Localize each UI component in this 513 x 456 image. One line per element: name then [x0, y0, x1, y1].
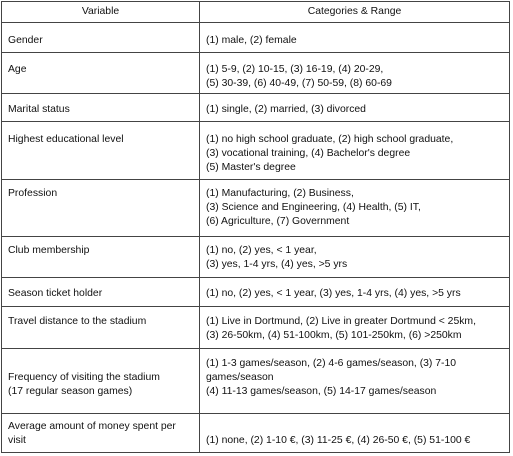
category-line: (3) yes, 1-4 yrs, (4) yes, >5 yrs	[206, 258, 348, 270]
variable-name: Marital status	[8, 103, 70, 115]
category-line: (1) 1-3 games/season, (2) 4-6 games/season, (3) 7-10	[206, 357, 457, 369]
variable-name: Season ticket holder	[8, 287, 103, 299]
variable-name: Gender	[8, 35, 43, 46]
category-line: (1) Manufacturing, (2) Business,	[206, 188, 354, 200]
variable-cell	[2, 180, 200, 237]
variables-table	[1, 1, 510, 453]
category-line: (5) 30-39, (6) 40-49, (7) 50-59, (8) 60-69	[206, 78, 392, 90]
header-variable: Variable	[2, 2, 200, 23]
category-line: games/season	[206, 371, 274, 383]
variable-name: Club membership	[8, 244, 90, 256]
table-row	[2, 93, 510, 121]
category-line: (4) 11-13 games/season, (5) 14-17 games/season	[206, 385, 437, 397]
table-row	[2, 53, 510, 94]
categories-cell	[200, 236, 510, 277]
categories-cell	[200, 122, 510, 180]
category-line: (1) no, (2) yes, < 1 year, (3) yes, 1-4 yrs, (4) yes, >5 yrs	[206, 287, 461, 299]
variable-cell	[2, 236, 200, 277]
table-row	[2, 23, 510, 53]
table-row	[2, 306, 510, 348]
categories-cell	[200, 180, 510, 237]
table-row	[2, 277, 510, 306]
variable-name: Average amount of money spent per	[8, 421, 176, 433]
table-row	[2, 414, 510, 453]
variable-name: Age	[8, 64, 27, 76]
categories-cell	[200, 348, 510, 414]
variable-cell	[2, 348, 200, 414]
variable-cell	[2, 306, 200, 348]
categories-cell	[200, 414, 510, 453]
category-line: (1) male, (2) female	[206, 35, 297, 46]
variable-name: Frequency of visiting the stadium	[8, 371, 160, 383]
category-line: (1) none, (2) 1-10 €, (3) 11-25 €, (4) 26-50 €, (5) 51-100 €	[206, 435, 471, 447]
table-row	[2, 348, 510, 414]
category-line: (3) Science and Engineering, (4) Health, (5) IT,	[206, 202, 421, 214]
categories-cell	[200, 23, 510, 53]
variable-cell	[2, 277, 200, 306]
categories-cell	[200, 277, 510, 306]
category-line: (1) single, (2) married, (3) divorced	[206, 103, 366, 115]
header-categories-range: Categories & Range	[200, 2, 510, 23]
category-line: (1) 5-9, (2) 10-15, (3) 16-19, (4) 20-29,	[206, 64, 384, 76]
table-row	[2, 180, 510, 237]
category-line: (3) 26-50km, (4) 51-100km, (5) 101-250km, (6) >250km	[206, 329, 462, 341]
variable-cell	[2, 122, 200, 180]
variable-name: Profession	[8, 188, 58, 200]
categories-cell	[200, 306, 510, 348]
header-row	[2, 2, 510, 23]
variable-cell	[2, 53, 200, 94]
table-row	[2, 236, 510, 277]
variable-name: visit	[8, 435, 26, 447]
variable-name: Travel distance to the stadium	[8, 315, 147, 327]
category-line: (1) no high school graduate, (2) high school graduate,	[206, 134, 454, 146]
variable-name-note: (17 regular season games)	[8, 385, 133, 397]
variables-table-container	[1, 1, 510, 453]
category-line: (5) Master's degree	[206, 162, 296, 174]
variable-cell	[2, 414, 200, 453]
categories-cell	[200, 53, 510, 94]
table-row	[2, 122, 510, 180]
variable-cell	[2, 23, 200, 53]
variable-name: Highest educational level	[8, 134, 124, 146]
variable-cell	[2, 93, 200, 121]
category-line: (6) Agriculture, (7) Government	[206, 216, 350, 228]
category-line: (3) vocational training, (4) Bachelor's degree	[206, 148, 411, 160]
category-line: (1) Live in Dortmund, (2) Live in greater Dortmund < 25km,	[206, 315, 476, 327]
category-line: (1) no, (2) yes, < 1 year,	[206, 244, 317, 256]
categories-cell	[200, 93, 510, 121]
